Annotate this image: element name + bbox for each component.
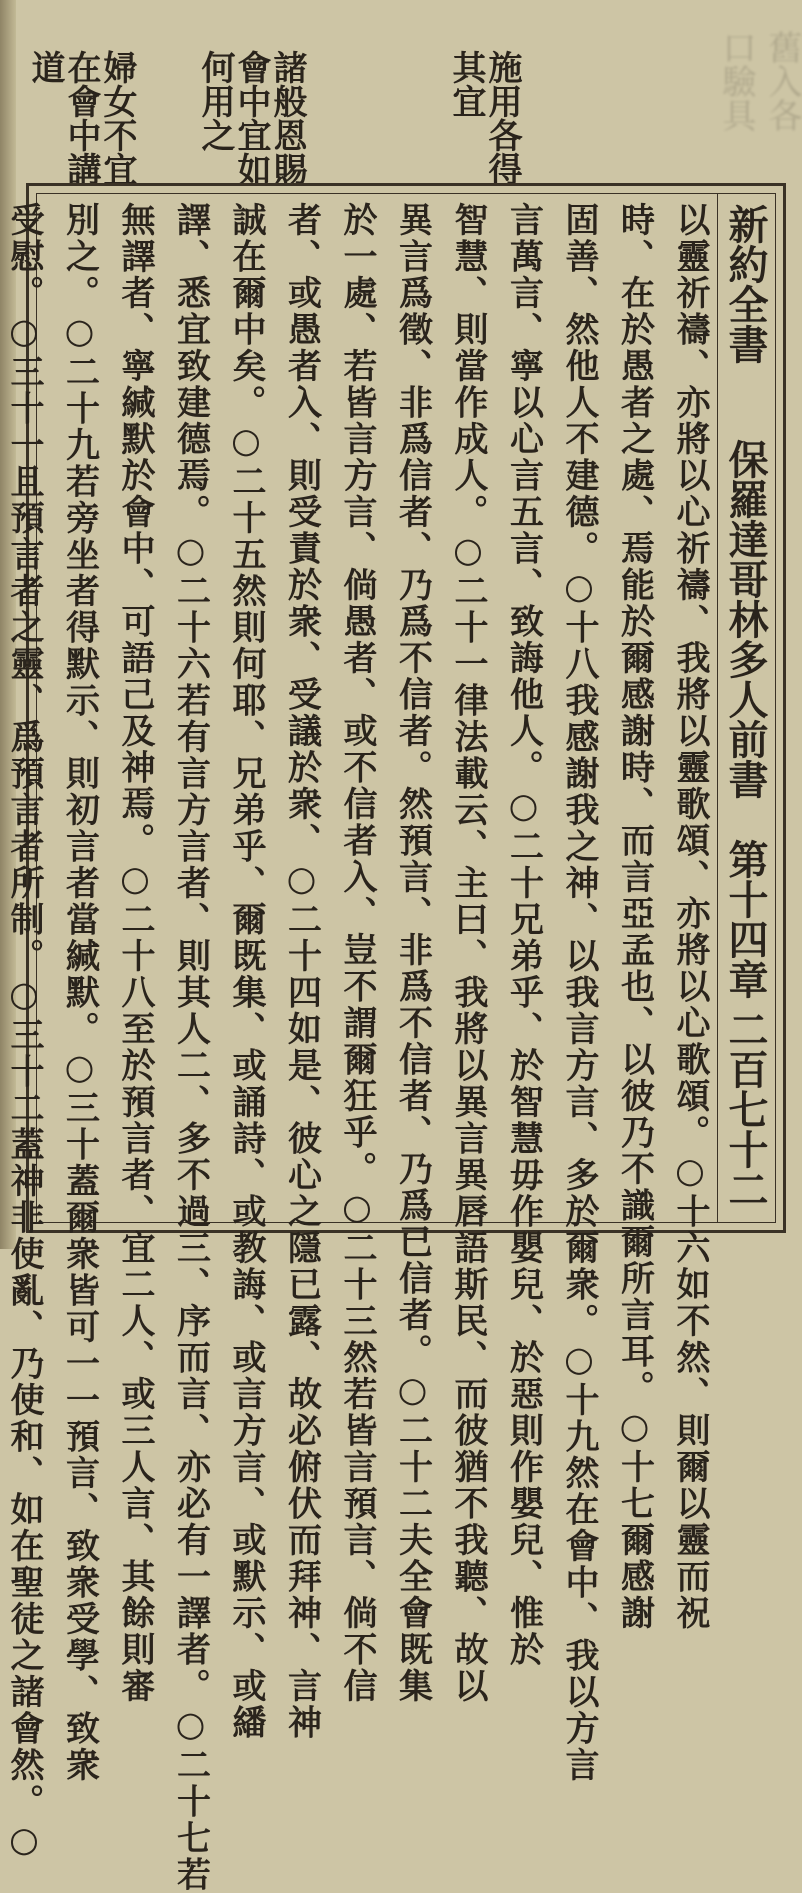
text-frame-inner <box>4 193 776 1893</box>
marginal-notes <box>25 50 522 186</box>
bleed-column: 舊入各 <box>762 30 802 132</box>
text-column: 別之。○二十九若旁坐者得默示、則初言者當緘默。○三十蓋爾衆皆可一一預言、致衆受學、致衆 <box>59 202 100 1784</box>
text-column: 時、在於愚者之處、焉能於爾感謝時、而言亞孟也、以彼乃不識爾所言耳。○十七爾感謝 <box>614 202 655 1632</box>
note-line: 婦女不宜 <box>97 50 137 186</box>
text-column: 無譯者、寧緘默於會中、可語己及神焉。○二十八至於預言者、宜二人、或三人言、其餘則審 <box>115 202 155 1705</box>
marginal-note-women-silence <box>27 50 135 186</box>
text-column: 譯、悉宜致建德焉。○二十六若有言方言者、則其人二、多不過三、序而言、亦必有一譯者。○二十七若 <box>170 202 211 1893</box>
marginal-note-gifts-in-church <box>197 50 305 186</box>
text-column: 言萬言、寧以心言五言、致誨他人。○二十兄弟乎、於智慧毋作嬰兒、於惡則作嬰兒、惟於 <box>503 202 544 1668</box>
note-line: 會中宜如 <box>231 50 271 186</box>
bleed-through-text <box>672 30 802 170</box>
note-line: 在會中講 <box>61 50 101 186</box>
epistle-title: 保羅達哥林多人前書 <box>722 439 769 799</box>
scripture-body <box>4 194 717 1893</box>
text-frame <box>4 183 786 1893</box>
text-column: 異言爲徵、非爲信者、乃爲不信者。然預言、非爲不信者、乃爲已信者。○二十二夫全會既集 <box>392 202 433 1705</box>
bleed-column: 口驗具 <box>716 30 756 132</box>
text-column: 誠在爾中矣。○二十五然則何耶、兄弟乎、爾既集、或誦詩、或教誨、或言方言、或默示、或繙 <box>226 202 266 1741</box>
note-line: 諸般恩賜 <box>267 50 307 186</box>
chapter-label: 第十四章 <box>722 839 769 999</box>
text-column: 以靈祈禱、亦將以心祈禱、我將以靈歌頌、亦將以心歌頌。○十六如不然、則爾以靈而祝 <box>670 202 710 1632</box>
text-column: 固善、然他人不建德。○十八我感謝我之神、以我言方言、多於爾衆。○十九然在會中、我以方言 <box>559 202 599 1784</box>
note-line: 其宜 <box>446 50 486 118</box>
text-column: 智慧、則當作成人。○二十一律法載云、主曰、我將以異言異唇語斯民、而彼猶不我聽、故以 <box>448 202 488 1705</box>
page-number: 二百七十二 <box>722 1009 769 1209</box>
note-line: 何用之 <box>195 50 235 152</box>
running-head <box>717 194 775 1222</box>
note-line: 道 <box>25 50 65 84</box>
book-title: 新約全書 <box>722 204 769 364</box>
text-column: 受慰。○三十一且預言者之靈、爲預言者所制。○三十二蓋神非使亂、乃使和、如在聖徒之諸會然。○ <box>4 202 44 1863</box>
note-line: 施用各得 <box>482 50 522 186</box>
text-column: 者、或愚者入、則受責於衆、受議於衆、○二十四如是、彼心之隱已露、故必俯伏而拜神、言神 <box>281 202 322 1741</box>
text-column: 於一處、若皆言方言、倘愚者、或不信者入、豈不謂爾狂乎。○二十三然若皆言預言、倘不信 <box>337 202 377 1705</box>
marginal-note-gifts-use <box>448 50 520 186</box>
